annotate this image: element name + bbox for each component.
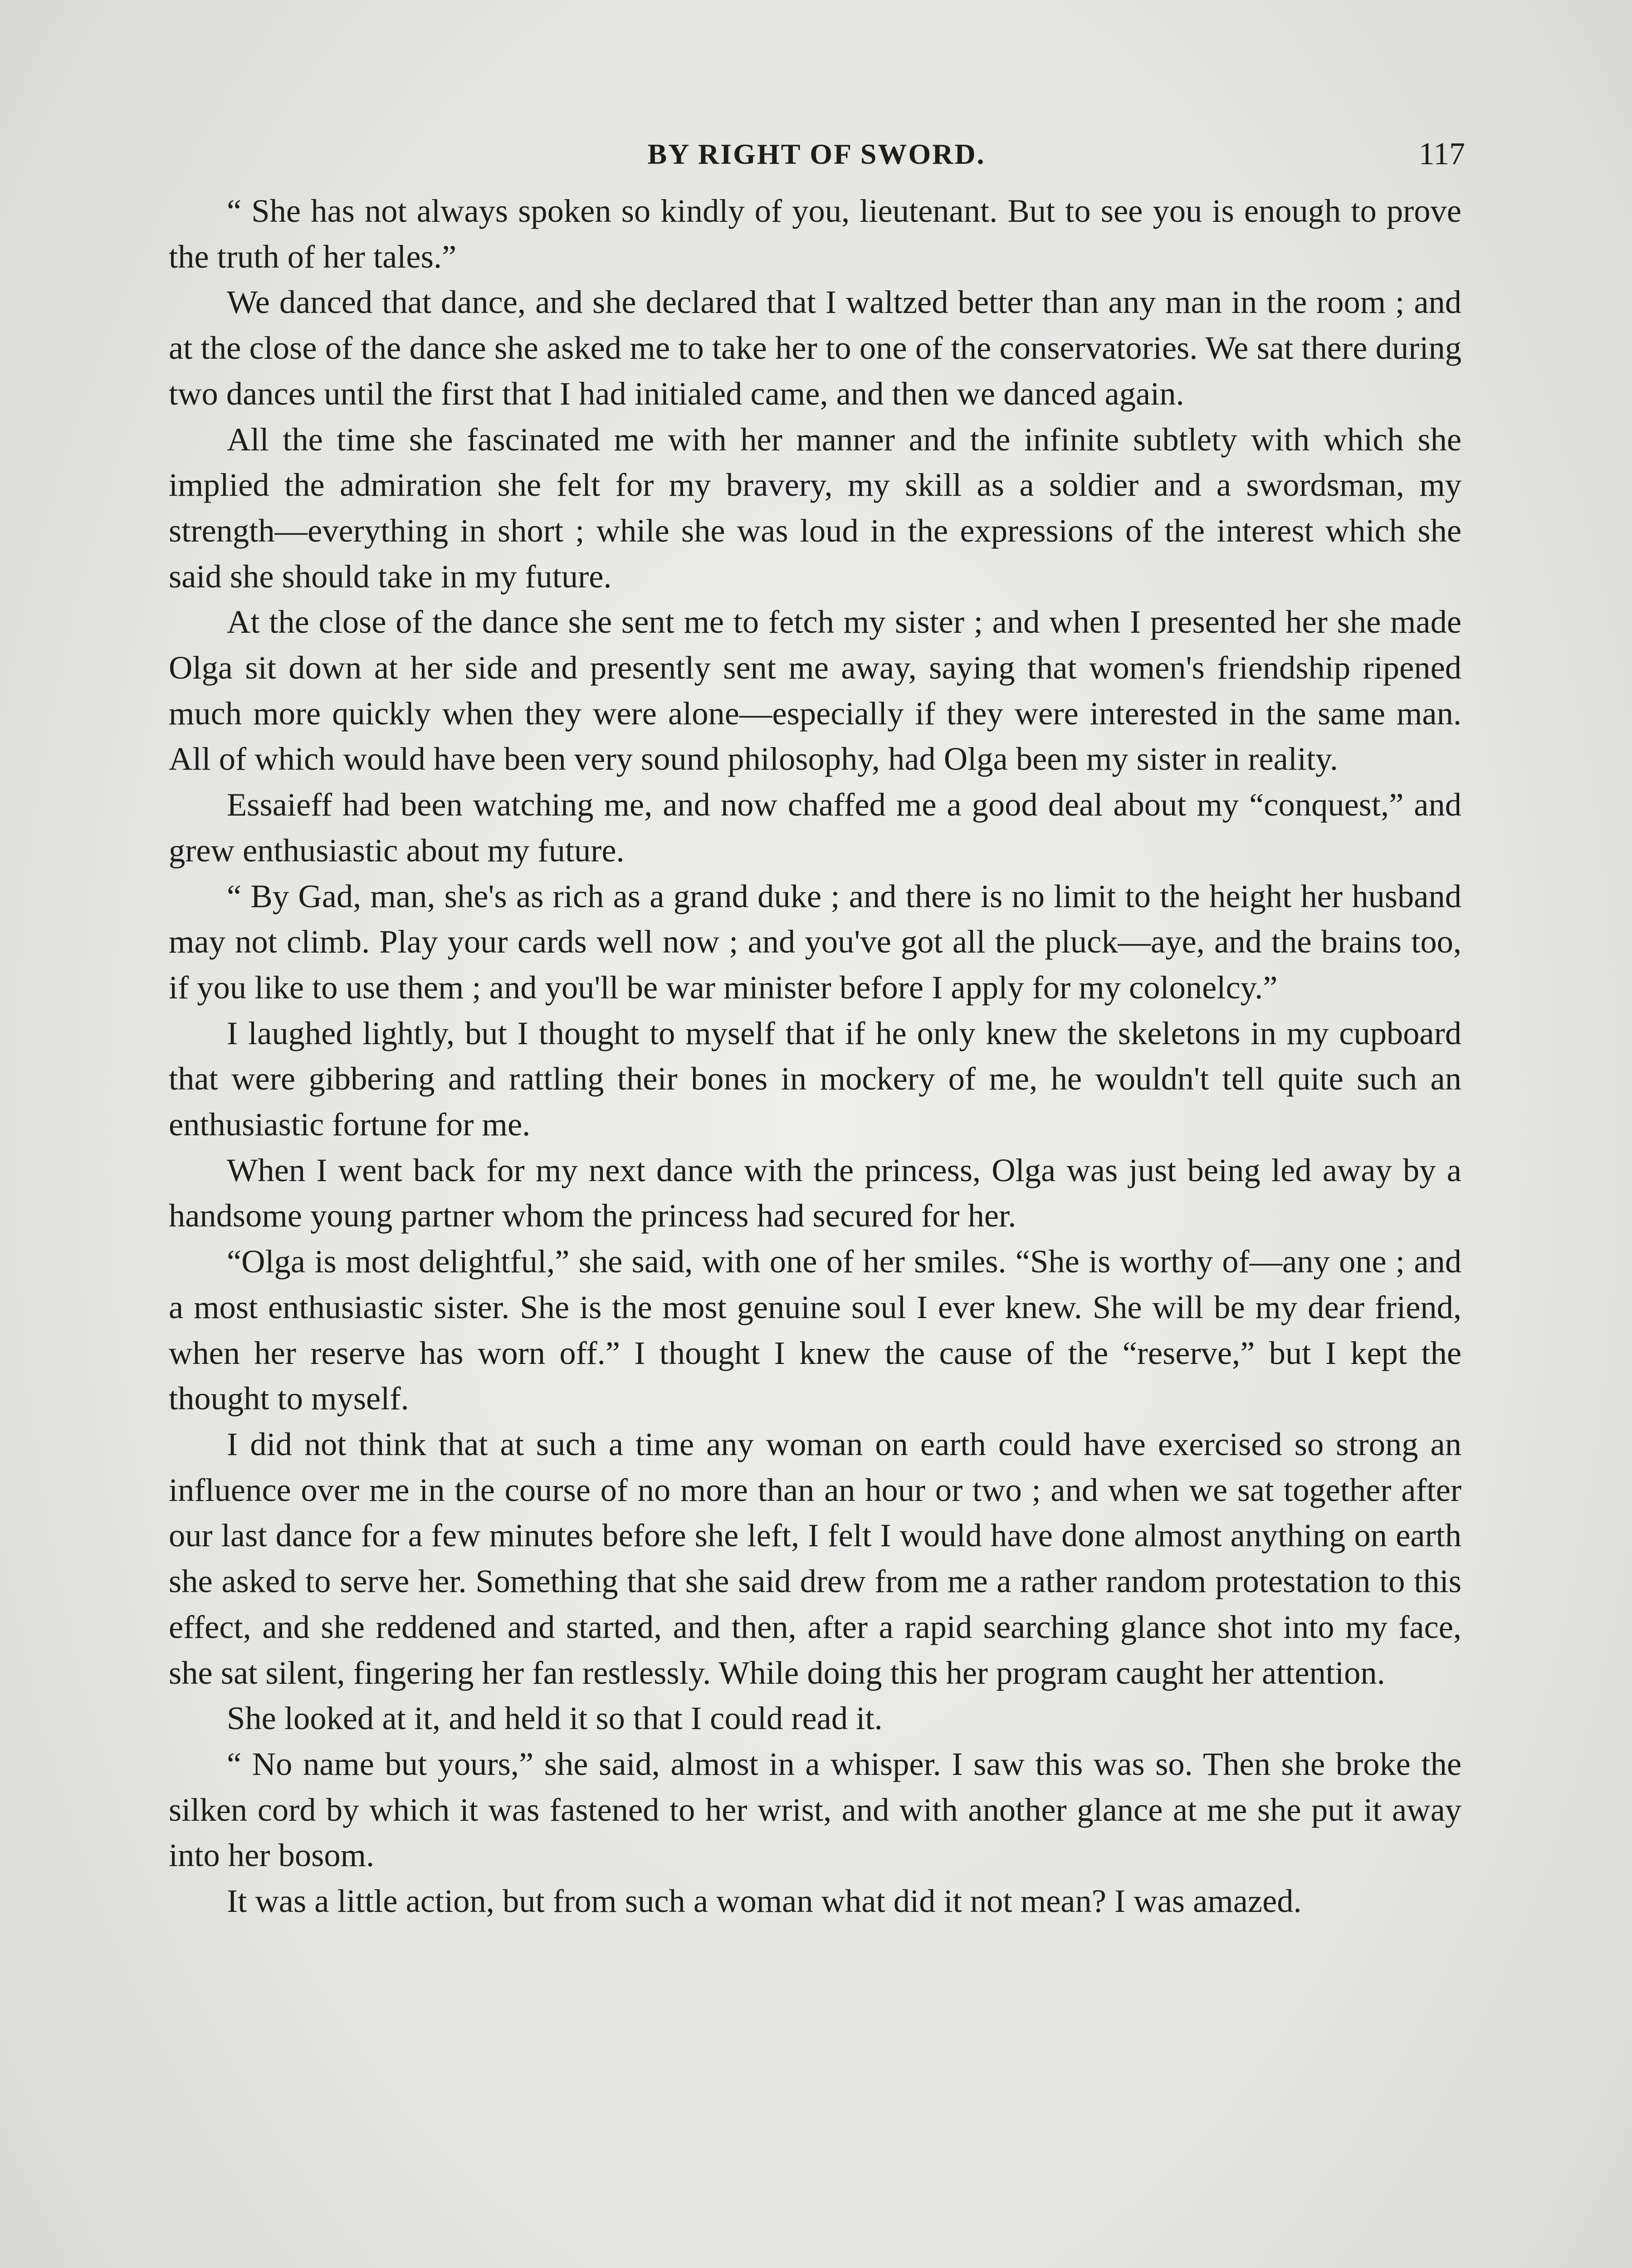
- paragraph: “ She has not always spoken so kindly of you, lieutenant. But to see you is enough to prove the truth of her tales.”: [169, 192, 1461, 275]
- paragraph: We danced that dance, and she declared that I waltzed better than any man in the room ; and at the close of the dance she asked me to take her to one of the conservatories. We sat there during two dances until the first that I had initialed came, and then we danced again.: [169, 284, 1461, 412]
- running-title: BY RIGHT OF SWORD.: [647, 138, 986, 170]
- paragraph: I laughed lightly, but I thought to myself that if he only knew the skeletons in my cupboard that were gibbering and rattling their bones in mockery of me, he wouldn't tell quite such an enthusiastic fortune for me.: [169, 1014, 1461, 1143]
- paragraph: It was a little action, but from such a woman what did it not mean? I was amazed.: [227, 1882, 1302, 1920]
- paragraph: When I went back for my next dance with the princess, Olga was just being led away by a handsome young partner whom the princess had secured for her.: [169, 1151, 1461, 1234]
- page-number: 117: [1418, 137, 1465, 171]
- paragraph: I did not think that at such a time any woman on earth could have exercised so strong an influence over me in the course of no more than an hour or two ; and when we sat together after our last dance for a few minutes before she left, I felt I would have done almost anything on earth she asked to serve her. Something that she said drew from me a rather random protestation to this effect, and she reddened and started, and then, after a rapid searching glance shot into my face, she sat silent, fingering her fan restlessly. While doing this her program caught her attention.: [169, 1425, 1461, 1691]
- paragraph: “Olga is most delightful,” she said, with one of her smiles. “She is worthy of—any one ; and a most enthusiastic sister. She is the most genuine soul I ever knew. She will be my dear friend, when her reserve has worn off.” I thought I knew the cause of the “reserve,” but I kept the thought to myself.: [169, 1243, 1461, 1417]
- body-text: [169, 188, 1461, 1924]
- paragraph: She looked at it, and held it so that I could read it.: [227, 1700, 883, 1737]
- paragraph: At the close of the dance she sent me to fetch my sister ; and when I presented her she made Olga sit down at her side and presently sent me away, saying that women's friendship ripened much more quickly when they were alone—especially if they were interested in the same man. All of which would have been very sound philosophy, had Olga been my sister in reality.: [169, 603, 1461, 777]
- paragraph: “ By Gad, man, she's as rich as a grand duke ; and there is no limit to the height her husband may not climb. Play your cards well now ; and you've got all the pluck—aye, and the brains too, if you like to use them ; and you'll be war minister before I apply for my colonelcy.”: [169, 877, 1461, 1006]
- paragraph: All the time she fascinated me with her manner and the infinite subtlety with which she implied the admiration she felt for my bravery, my skill as a soldier and a swordsman, my strength—everything in short ; while she was loud in the expressions of the interest which she said she should take in my future.: [169, 420, 1461, 595]
- page-header: [168, 132, 1465, 181]
- paragraph: Essaieff had been watching me, and now chaffed me a good deal about my “conquest,” and grew enthusiastic about my future.: [169, 786, 1461, 869]
- paragraph: “ No name but yours,” she said, almost in a whisper. I saw this was so. Then she broke the silken cord by which it was fastened to her wrist, and with another glance at me she put it away into her bosom.: [169, 1745, 1461, 1874]
